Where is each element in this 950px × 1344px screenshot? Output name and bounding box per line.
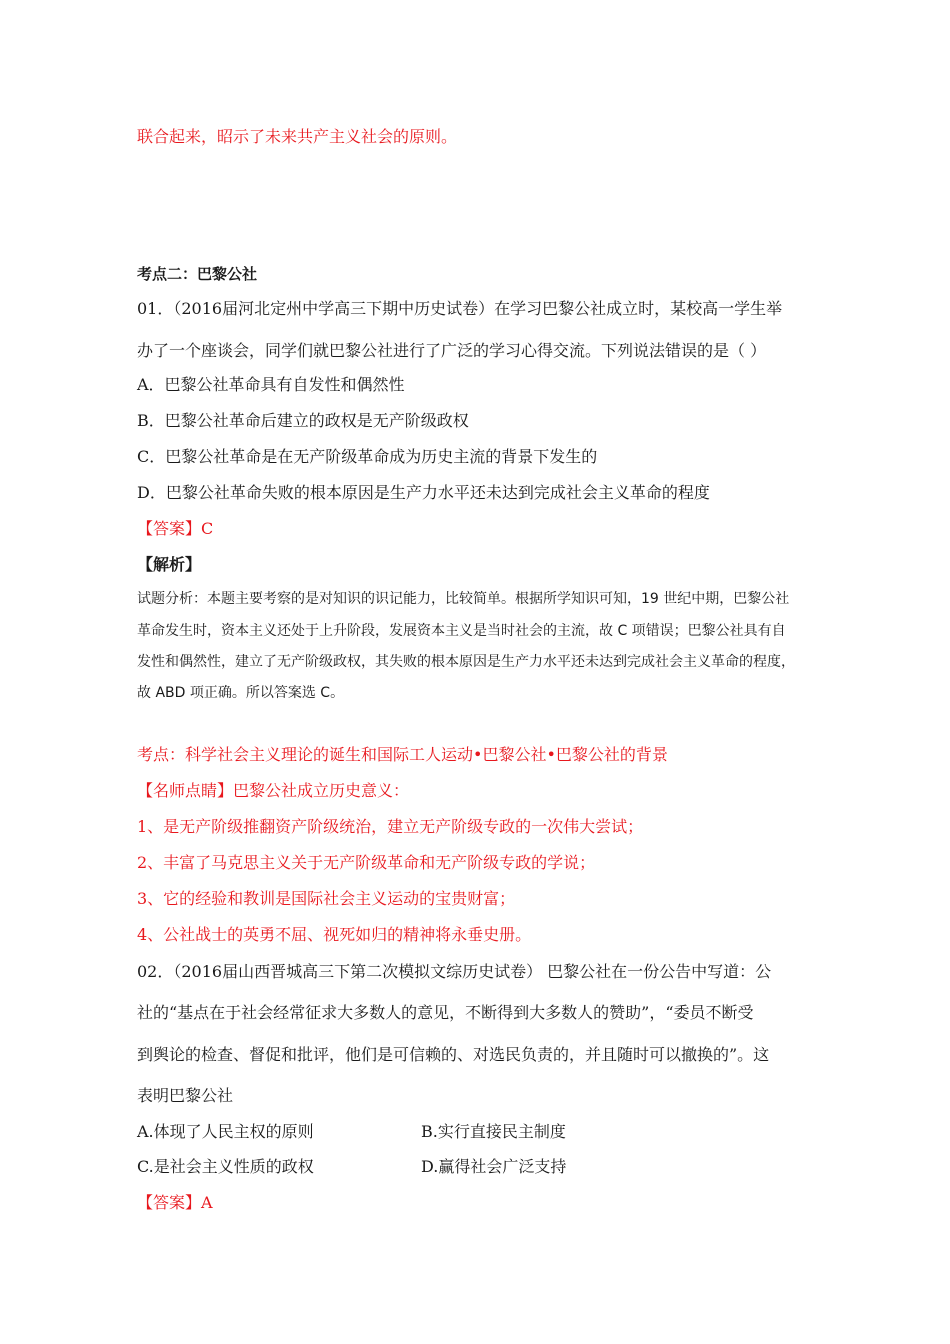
q1-tip-header: [137, 781, 409, 801]
q1-option-c: C．巴黎公社革命是在无产阶级革命成为历史主流的背景下发生的: [137, 447, 598, 466]
q2-option-c: C.是社会主义性质的政权: [137, 1157, 314, 1176]
q2-stem-line-2: 社的“基点在于社会经常征求大多数人的意见，不断得到大多数人的赞助”，“委员不断受: [137, 1003, 754, 1022]
q2-stem-line-1: 02．（2016届山西晋城高三下第二次模拟文综历史试卷） 巴黎公社在一份公告中写道：公: [137, 962, 772, 981]
q1-option-b: B．巴黎公社革命后建立的政权是无产阶级政权: [137, 411, 469, 430]
intro-continuation: 联合起来，昭示了未来共产主义社会的原则。: [137, 127, 458, 146]
q2-stem-line-4: 表明巴黎公社: [137, 1086, 234, 1105]
q1-option-a: A．巴黎公社革命具有自发性和偶然性: [137, 375, 405, 394]
q1-stem-line-2: 办了一个座谈会，同学们就巴黎公社进行了广泛的学习心得交流。下列说法错误的是（ ）: [137, 341, 767, 360]
q1-tip-label: 【名师点睛】: [137, 781, 234, 800]
q1-answer-label: 【答案】: [137, 519, 202, 538]
q1-analysis-line-2: 革命发生时，资本主义还处于上升阶段，发展资本主义是当时社会的主流，故 C 项错误；巴黎公社具有自: [137, 623, 786, 639]
q1-kaodian: 考点：科学社会主义理论的诞生和国际工人运动•巴黎公社•巴黎公社的背景: [137, 745, 668, 764]
q1-analysis-line-1: 试题分析：本题主要考察的是对知识的识记能力，比较简单。根据所学知识可知，19 世纪中期，巴黎公社: [137, 591, 790, 607]
q2-answer-value: A: [201, 1193, 213, 1212]
q2-option-b: B.实行直接民主制度: [421, 1122, 566, 1141]
q1-answer: [137, 519, 213, 539]
q1-analysis-line-4: 故 ABD 项正确。所以答案选 C。: [137, 685, 345, 701]
q1-tip-item-2: 2、丰富了马克思主义关于无产阶级革命和无产阶级专政的学说；: [137, 853, 596, 872]
q1-analysis-label: 【解析】: [137, 555, 202, 574]
q1-analysis-line-3: 发性和偶然性，建立了无产阶级政权，其失败的根本原因是生产力水平还未达到完成社会主义革命的程度，: [137, 654, 795, 670]
q2-option-a: A.体现了人民主权的原则: [137, 1122, 314, 1141]
q1-stem-line-1: 01．（2016届河北定州中学高三下期中历史试卷）在学习巴黎公社成立时，某校高一学生举: [137, 299, 783, 318]
q1-tip-item-3: 3、它的经验和教训是国际社会主义运动的宝贵财富；: [137, 889, 516, 908]
section-heading: 考点二：巴黎公社: [137, 265, 258, 283]
q2-stem-line-3: 到舆论的检查、督促和批评，他们是可信赖的、对选民负责的，并且随时可以撤换的”。这: [137, 1045, 770, 1064]
q2-option-d: D.赢得社会广泛支持: [421, 1157, 567, 1176]
q1-tip-item-1: 1、是无产阶级推翻资产阶级统治，建立无产阶级专政的一次伟大尝试；: [137, 817, 644, 836]
q1-tip-item-4: 4、公社战士的英勇不屈、视死如归的精神将永垂史册。: [137, 925, 532, 944]
q2-answer: [137, 1193, 213, 1213]
q2-answer-label: 【答案】: [137, 1193, 202, 1212]
q1-tip-title: 巴黎公社成立历史意义：: [233, 781, 410, 800]
q1-answer-value: C: [201, 519, 214, 538]
q1-option-d: D．巴黎公社革命失败的根本原因是生产力水平还未达到完成社会主义革命的程度: [137, 483, 710, 502]
